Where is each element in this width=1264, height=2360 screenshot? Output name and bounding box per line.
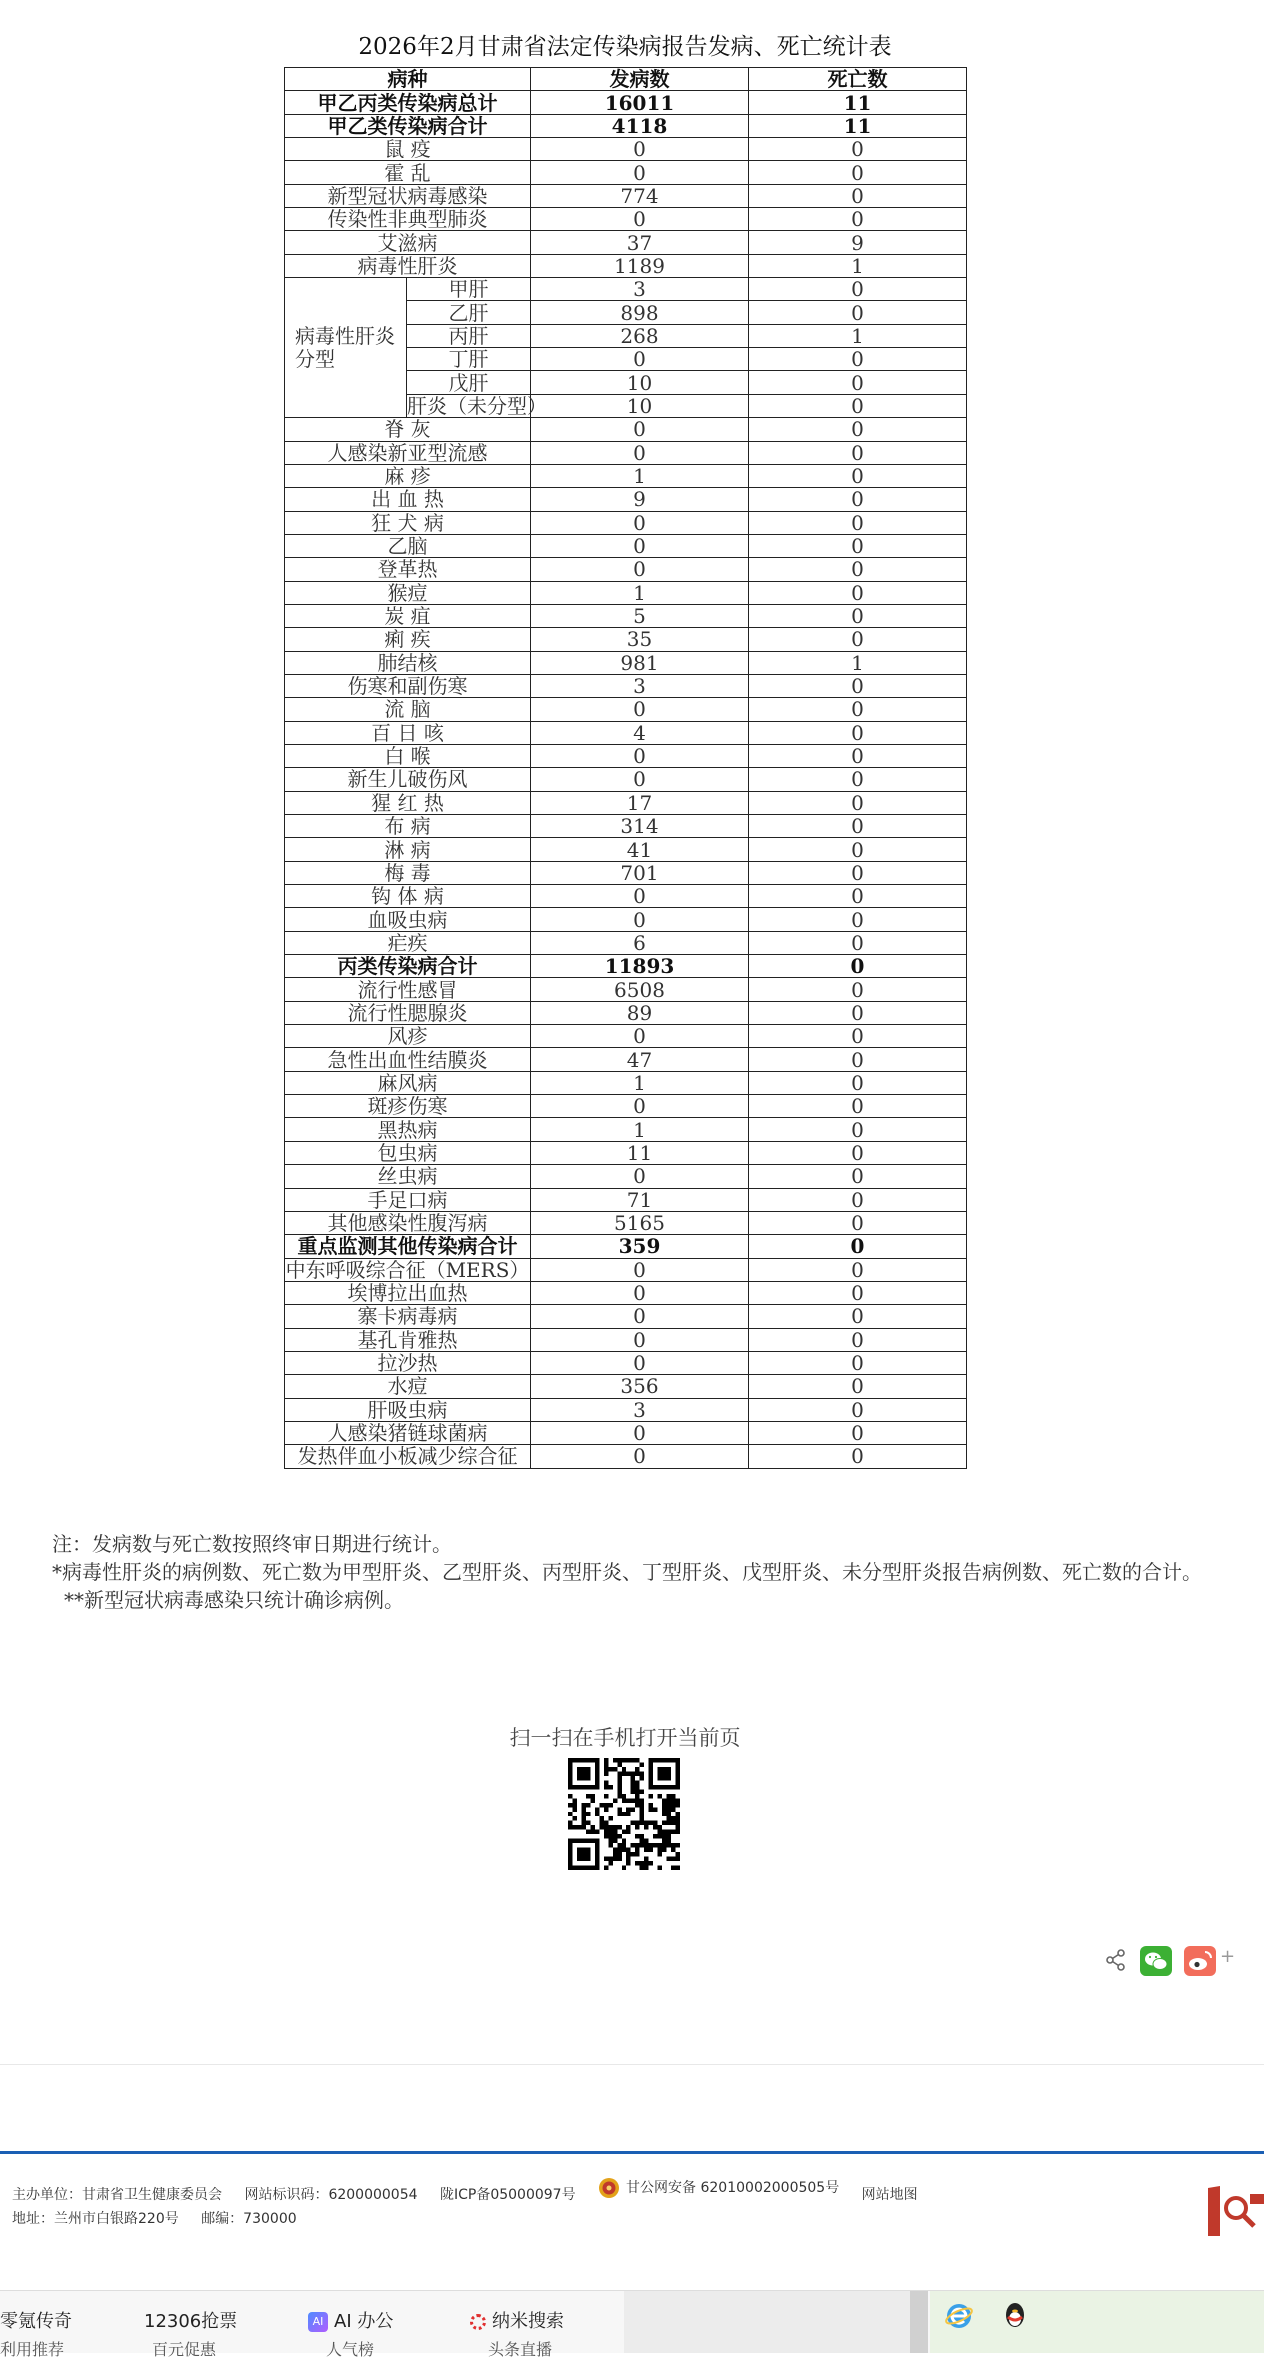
hepatitis-subtype-group: 病毒性肝炎分型	[285, 278, 407, 418]
case-count: 1	[531, 581, 749, 604]
disease-name: 疟疾	[285, 931, 531, 954]
table-row	[285, 978, 967, 1001]
death-count: 0	[749, 138, 967, 161]
case-count: 11	[531, 1141, 749, 1164]
case-count: 0	[531, 161, 749, 184]
disease-name: 斑疹伤寒	[285, 1095, 531, 1118]
death-count: 0	[749, 1305, 967, 1328]
table-row	[285, 1095, 967, 1118]
death-count: 11	[749, 91, 967, 114]
death-count: 0	[749, 1211, 967, 1234]
disease-name: 血吸虫病	[285, 908, 531, 931]
disease-name: 布 病	[285, 815, 531, 838]
case-count: 0	[531, 1095, 749, 1118]
case-count: 0	[531, 418, 749, 441]
disease-name: 梅 毒	[285, 861, 531, 884]
disease-name: 人感染猪链球菌病	[285, 1421, 531, 1444]
share-icon[interactable]	[1105, 1946, 1127, 1976]
case-count: 37	[531, 231, 749, 254]
death-count: 0	[749, 418, 967, 441]
case-count: 268	[531, 324, 749, 347]
column-header-disease: 病种	[285, 68, 531, 91]
table-row	[285, 1398, 967, 1421]
case-count: 0	[531, 908, 749, 931]
footer-police-text: 甘公网安备 62010002000505号	[626, 2180, 840, 2196]
case-count: 774	[531, 184, 749, 207]
case-count: 16011	[531, 91, 749, 114]
table-row	[285, 1211, 967, 1234]
death-count: 0	[749, 161, 967, 184]
death-count: 0	[749, 908, 967, 931]
table-row	[285, 744, 967, 767]
case-count: 89	[531, 1001, 749, 1024]
case-count: 701	[531, 861, 749, 884]
death-count: 0	[749, 955, 967, 978]
taskbar-scrollbar[interactable]	[910, 2291, 928, 2353]
case-count: 5	[531, 604, 749, 627]
table-row	[285, 254, 967, 277]
death-count: 0	[749, 604, 967, 627]
death-count: 0	[749, 1001, 967, 1024]
table-row	[285, 534, 967, 557]
disease-name: 出 血 热	[285, 488, 531, 511]
case-count: 0	[531, 1165, 749, 1188]
table-row	[285, 698, 967, 721]
case-count: 3	[531, 278, 749, 301]
more-share-icon[interactable]: +	[1220, 1946, 1236, 1967]
disease-name: 病毒性肝炎	[285, 254, 531, 277]
case-count: 1	[531, 1071, 749, 1094]
disease-name: 新生儿破伤风	[285, 768, 531, 791]
table-row	[285, 815, 967, 838]
table-row	[285, 1258, 967, 1281]
taskbar-item[interactable]: 利用推荐	[0, 2340, 65, 2359]
table-row	[285, 418, 967, 441]
table-row	[285, 955, 967, 978]
death-count: 0	[749, 1071, 967, 1094]
case-count: 0	[531, 138, 749, 161]
taskbar-panel	[624, 2291, 910, 2353]
footer-address: 地址：兰州市白银路220号	[12, 2211, 179, 2227]
case-count: 0	[531, 511, 749, 534]
case-count: 0	[531, 768, 749, 791]
taskbar-item[interactable]: 百元促惠	[152, 2340, 217, 2359]
footer-icp-link[interactable]: 陇ICP备05000097号	[439, 2187, 576, 2203]
note-line: 注：发病数与死亡数按照终审日期进行统计。	[52, 1532, 452, 1556]
table-row	[285, 488, 967, 511]
case-count: 356	[531, 1375, 749, 1398]
death-count: 0	[749, 184, 967, 207]
death-count: 0	[749, 931, 967, 954]
death-count: 0	[749, 371, 967, 394]
case-count: 41	[531, 838, 749, 861]
page-title: 2026年2月甘肃省法定传染病报告发病、死亡统计表	[358, 34, 892, 60]
note-line: **新型冠状病毒感染只统计确诊病例。	[64, 1588, 404, 1612]
weibo-icon[interactable]	[1184, 1946, 1216, 1976]
table-row	[285, 791, 967, 814]
disease-name: 丙类传染病合计	[285, 955, 531, 978]
death-count: 0	[749, 1375, 967, 1398]
column-header-cases: 发病数	[531, 68, 749, 91]
table-row	[285, 184, 967, 207]
qq-penguin-icon[interactable]	[1000, 2299, 1030, 2333]
disease-name: 中东呼吸综合征（MERS）	[285, 1257, 530, 1282]
disease-name: 黑热病	[285, 1118, 531, 1141]
disease-name: 甲乙类传染病合计	[285, 114, 531, 137]
table-row	[285, 1165, 967, 1188]
death-count: 0	[749, 1235, 967, 1258]
disease-name: 急性出血性结膜炎	[285, 1048, 531, 1071]
table-row	[285, 885, 967, 908]
disease-name: 狂 犬 病	[285, 511, 531, 534]
case-count: 4118	[531, 114, 749, 137]
disease-name: 风疹	[285, 1025, 531, 1048]
case-count: 10	[531, 371, 749, 394]
disease-name: 乙脑	[285, 534, 531, 557]
case-count: 6508	[531, 978, 749, 1001]
qr-caption: 扫一扫在手机打开当前页	[509, 1726, 741, 1750]
case-count: 0	[531, 558, 749, 581]
disease-name: 麻 疹	[285, 464, 531, 487]
disease-name: 流行性腮腺炎	[285, 1001, 531, 1024]
case-count: 314	[531, 815, 749, 838]
table-row	[285, 161, 967, 184]
taskbar-tray	[930, 2291, 1264, 2353]
disease-name: 包虫病	[285, 1141, 531, 1164]
case-count: 0	[531, 1025, 749, 1048]
case-count: 9	[531, 488, 749, 511]
nami-icon	[470, 2314, 486, 2330]
death-count: 0	[749, 581, 967, 604]
table-row	[285, 1421, 967, 1444]
case-count: 0	[531, 885, 749, 908]
case-count: 0	[531, 1258, 749, 1281]
case-count: 0	[531, 534, 749, 557]
disease-name: 传染性非典型肺炎	[285, 208, 531, 231]
taskbar-item[interactable]: 人气榜	[326, 2340, 375, 2359]
table-row	[285, 1141, 967, 1164]
death-count: 0	[749, 1025, 967, 1048]
footer-host: 主办单位：甘肃省卫生健康委员会	[12, 2187, 222, 2203]
death-count: 1	[749, 651, 967, 674]
death-count: 0	[749, 534, 967, 557]
case-count: 0	[531, 1328, 749, 1351]
table-row	[285, 1328, 967, 1351]
death-count: 1	[749, 254, 967, 277]
wechat-icon[interactable]	[1140, 1946, 1172, 1976]
table-header-row	[285, 68, 967, 91]
statistics-table	[284, 67, 967, 1469]
disease-name: 白 喉	[285, 744, 531, 767]
disease-name: 其他感染性腹泻病	[285, 1211, 531, 1234]
hepatitis-subtype-name: 甲肝	[407, 278, 531, 301]
table-row	[285, 838, 967, 861]
death-count: 0	[749, 278, 967, 301]
case-count: 0	[531, 441, 749, 464]
table-row	[285, 1001, 967, 1024]
table-row	[285, 1071, 967, 1094]
death-count: 0	[749, 674, 967, 697]
police-badge-icon	[598, 2177, 620, 2199]
death-count: 0	[749, 1188, 967, 1211]
case-count: 1	[531, 464, 749, 487]
case-count: 0	[531, 1445, 749, 1468]
table-row	[285, 138, 967, 161]
case-count: 47	[531, 1048, 749, 1071]
death-count: 0	[749, 628, 967, 651]
case-count: 0	[531, 208, 749, 231]
table-row	[285, 861, 967, 884]
case-count: 10	[531, 394, 749, 417]
death-count: 0	[749, 488, 967, 511]
taskbar-item[interactable]: 头条直播	[488, 2340, 553, 2359]
bottom-taskbar	[0, 2290, 1264, 2359]
table-row	[285, 1118, 967, 1141]
case-count: 1	[531, 1118, 749, 1141]
disease-name: 甲乙丙类传染病总计	[285, 91, 531, 114]
table-row	[285, 91, 967, 114]
case-count: 35	[531, 628, 749, 651]
death-count: 0	[749, 1095, 967, 1118]
taskbar-item[interactable]: 零氪传奇	[0, 2311, 72, 2332]
table-row	[285, 441, 967, 464]
browser-e-icon[interactable]	[944, 2301, 974, 2331]
case-count: 0	[531, 1351, 749, 1374]
death-count: 0	[749, 1258, 967, 1281]
disease-name: 手足口病	[285, 1188, 531, 1211]
death-count: 0	[749, 721, 967, 744]
taskbar-item-nami[interactable]	[470, 2307, 564, 2333]
disease-name: 寨卡病毒病	[285, 1305, 531, 1328]
case-count: 3	[531, 1398, 749, 1421]
death-count: 1	[749, 324, 967, 347]
death-count: 0	[749, 1445, 967, 1468]
death-count: 0	[749, 768, 967, 791]
footer-site-id: 网站标识码：6200000054	[244, 2187, 418, 2203]
death-count: 0	[749, 558, 967, 581]
table-row	[285, 651, 967, 674]
case-count: 3	[531, 674, 749, 697]
hepatitis-subtype-name: 丁肝	[407, 348, 531, 371]
hepatitis-subtype-name: 乙肝	[407, 301, 531, 324]
table-row	[285, 114, 967, 137]
disease-name: 百 日 咳	[285, 721, 531, 744]
table-row	[285, 721, 967, 744]
death-count: 11	[749, 114, 967, 137]
footer-top-border	[0, 2151, 1264, 2154]
taskbar-item[interactable]: 12306抢票	[144, 2311, 238, 2332]
death-count: 0	[749, 1118, 967, 1141]
case-count: 5165	[531, 1211, 749, 1234]
death-count: 0	[749, 394, 967, 417]
disease-name: 麻风病	[285, 1071, 531, 1094]
disease-name: 埃博拉出血热	[285, 1281, 531, 1304]
death-count: 0	[749, 1165, 967, 1188]
table-row	[285, 581, 967, 604]
table-row	[285, 1235, 967, 1258]
death-count: 0	[749, 511, 967, 534]
disease-name: 肺结核	[285, 651, 531, 674]
case-count: 71	[531, 1188, 749, 1211]
death-count: 0	[749, 1351, 967, 1374]
death-count: 0	[749, 1421, 967, 1444]
disease-name: 人感染新亚型流感	[285, 441, 531, 464]
table-row	[285, 908, 967, 931]
disease-name: 霍 乱	[285, 161, 531, 184]
death-count: 0	[749, 885, 967, 908]
disease-name: 流 脑	[285, 698, 531, 721]
footer-postcode: 邮编：730000	[201, 2211, 297, 2227]
case-count: 0	[531, 1305, 749, 1328]
column-header-deaths: 死亡数	[749, 68, 967, 91]
case-count: 11893	[531, 955, 749, 978]
case-count: 0	[531, 698, 749, 721]
death-count: 0	[749, 348, 967, 371]
death-count: 0	[749, 698, 967, 721]
hepatitis-subtype-name: 丙肝	[407, 324, 531, 347]
footer-police-link[interactable]	[598, 2176, 839, 2200]
disease-name: 艾滋病	[285, 231, 531, 254]
table-row	[285, 1025, 967, 1048]
table-row	[285, 674, 967, 697]
disease-name: 淋 病	[285, 838, 531, 861]
case-count: 898	[531, 301, 749, 324]
footer-sitemap-link[interactable]: 网站地图	[861, 2187, 918, 2203]
case-count: 981	[531, 651, 749, 674]
footer	[12, 2176, 1192, 2231]
case-count: 0	[531, 348, 749, 371]
death-count: 0	[749, 791, 967, 814]
death-count: 0	[749, 301, 967, 324]
case-count: 0	[531, 744, 749, 767]
taskbar-item-ai[interactable]	[308, 2307, 393, 2333]
table-row	[285, 1048, 967, 1071]
death-count: 0	[749, 1048, 967, 1071]
disease-name: 发热伴血小板减少综合征	[285, 1445, 531, 1468]
hepatitis-subtype-name: 肝炎（未分型）	[407, 393, 547, 418]
case-count: 0	[531, 1421, 749, 1444]
death-count: 0	[749, 815, 967, 838]
table-row	[285, 1375, 967, 1398]
disease-name: 重点监测其他传染病合计	[285, 1235, 531, 1258]
death-count: 0	[749, 978, 967, 1001]
taskbar-item-label: AI 办公	[334, 2311, 394, 2332]
table-row	[285, 464, 967, 487]
disease-name: 水痘	[285, 1375, 531, 1398]
disease-name: 鼠 疫	[285, 138, 531, 161]
disease-name: 猩 红 热	[285, 791, 531, 814]
table-row	[285, 628, 967, 651]
table-row	[285, 604, 967, 627]
case-count: 17	[531, 791, 749, 814]
death-count: 0	[749, 838, 967, 861]
disease-name: 钩 体 病	[285, 885, 531, 908]
disease-name: 猴痘	[285, 581, 531, 604]
table-row	[285, 558, 967, 581]
hepatitis-subtype-name: 戊肝	[407, 371, 531, 394]
table-row	[285, 1188, 967, 1211]
case-count: 359	[531, 1235, 749, 1258]
case-count: 0	[531, 1281, 749, 1304]
note-line: *病毒性肝炎的病例数、死亡数为甲型肝炎、乙型肝炎、丙型肝炎、丁型肝炎、戊型肝炎、未分型肝炎报告病例数、死亡数的合计。	[52, 1560, 1202, 1584]
table-row	[285, 931, 967, 954]
disease-name: 基孔肯雅热	[285, 1328, 531, 1351]
table-row	[285, 278, 967, 301]
case-count: 4	[531, 721, 749, 744]
gov-error-report-logo-icon[interactable]	[1206, 2182, 1264, 2240]
death-count: 0	[749, 1328, 967, 1351]
table-row	[285, 768, 967, 791]
ai-icon: AI	[308, 2312, 328, 2332]
disease-name: 伤寒和副伤寒	[285, 674, 531, 697]
death-count: 0	[749, 744, 967, 767]
disease-name: 流行性感冒	[285, 978, 531, 1001]
death-count: 0	[749, 441, 967, 464]
divider	[0, 2064, 1264, 2065]
disease-name: 肝吸虫病	[285, 1398, 531, 1421]
taskbar-item-label: 纳米搜索	[492, 2311, 564, 2332]
table-row	[285, 1445, 967, 1468]
disease-name: 痢 疾	[285, 628, 531, 651]
disease-name: 炭 疽	[285, 604, 531, 627]
disease-name: 拉沙热	[285, 1351, 531, 1374]
death-count: 0	[749, 1398, 967, 1421]
case-count: 1189	[531, 254, 749, 277]
death-count: 0	[749, 208, 967, 231]
notes	[52, 1530, 1252, 1614]
disease-name: 新型冠状病毒感染	[285, 184, 531, 207]
disease-name: 丝虫病	[285, 1165, 531, 1188]
table-row	[285, 1351, 967, 1374]
table-row	[285, 208, 967, 231]
table-row	[285, 1305, 967, 1328]
table-row	[285, 231, 967, 254]
death-count: 0	[749, 1281, 967, 1304]
table-row	[285, 1281, 967, 1304]
death-count: 9	[749, 231, 967, 254]
disease-name: 登革热	[285, 558, 531, 581]
death-count: 0	[749, 861, 967, 884]
qr-code-icon	[568, 1758, 680, 1870]
case-count: 6	[531, 931, 749, 954]
death-count: 0	[749, 464, 967, 487]
death-count: 0	[749, 1141, 967, 1164]
table-row	[285, 511, 967, 534]
disease-name: 脊 灰	[285, 418, 531, 441]
